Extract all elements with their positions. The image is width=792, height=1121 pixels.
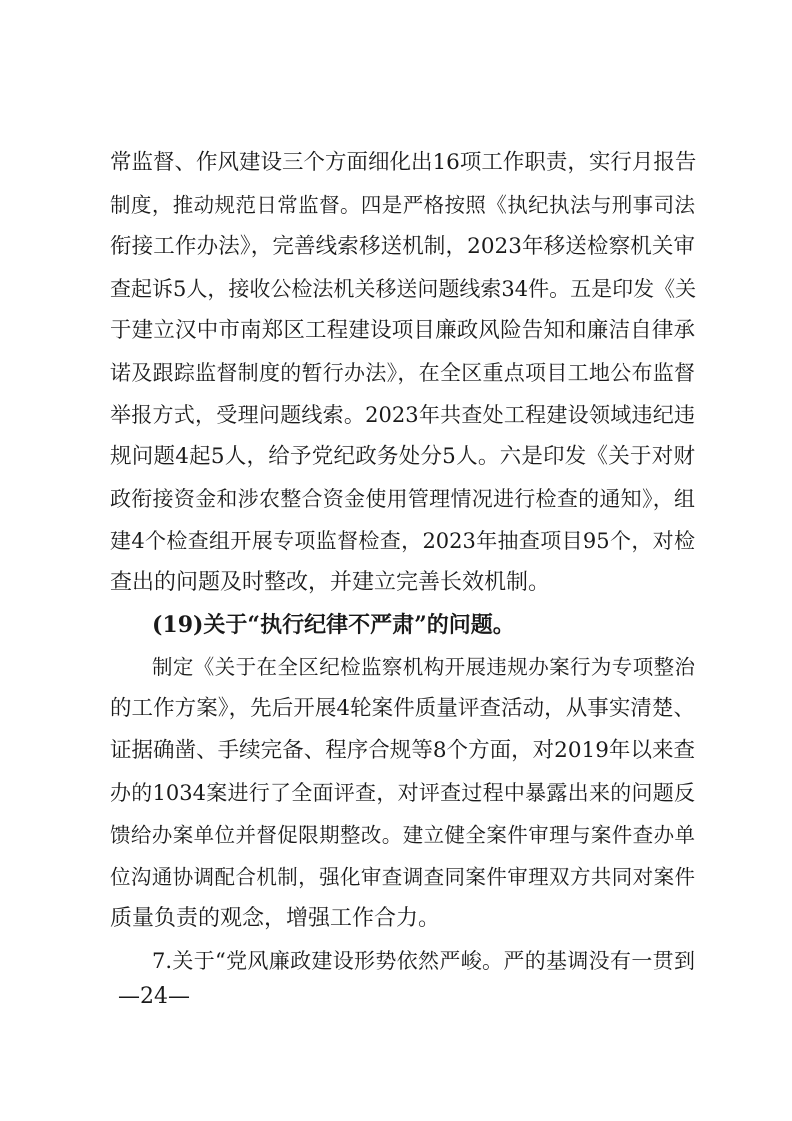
text-line-3: 衔接工作办法》，完善线索移送机制，2023年移送检察机关审 (110, 234, 695, 259)
text-line-20: 7.关于“党风廉政建设形势依然严峻。严的基调没有一贯到 (152, 949, 695, 973)
text-line-19: 质量负责的观念，增强工作合力。 (110, 906, 441, 931)
text-line-10: 建4个检查组开展专项监督检查，2023年抽查项目95个，对检 (110, 529, 695, 553)
text-line-8: 规问题4起5人，给予党纪政务处分5人。六是印发《关于对财 (110, 444, 695, 469)
text-line-7: 举报方式，受理问题线索。2023年共查处工程建设领域违纪违 (110, 403, 695, 427)
text-line-2: 制度，推动规范日常监督。四是严格按照《执纪执法与刑事司法 (110, 193, 695, 217)
text-line-11: 查出的问题及时整改，并建立完善长效机制。 (110, 570, 551, 595)
text-line-15: 证据确凿、手续完备、程序合规等8个方面，对2019年以来查 (110, 738, 695, 763)
text-line-16: 办的1034案进行了全面评查，对评查过程中暴露出来的问题反 (110, 781, 695, 805)
text-line-6: 诺及跟踪监督制度的暂行办法》，在全区重点项目工地公布监督 (110, 361, 695, 385)
text-line-17: 馈给办案单位并督促限期整改。建立健全案件审理与案件查办单 (110, 823, 695, 847)
page-number: —24— (118, 984, 190, 1009)
text-line-13: 制定《关于在全区纪检监察机构开展违规办案行为专项整治 (152, 655, 695, 679)
text-line-4: 查起诉5人，接收公检法机关移送问题线索34件。五是印发《关 (110, 277, 697, 301)
text-line-1: 常监督、作风建设三个方面细化出16项工作职责，实行月报告 (110, 150, 697, 175)
text-line-5: 于建立汉中市南郑区工程建设项目廉政风险告知和廉洁自律承 (110, 318, 695, 343)
text-line-18: 位沟通协调配合机制，强化审查调查同案件审理双方共同对案件 (110, 865, 695, 889)
section-heading: (19)关于“执行纪律不严肃”的问题。 (152, 612, 515, 638)
text-line-9: 政衔接资金和涉农整合资金使用管理情况进行检查的通知》，组 (110, 487, 695, 511)
text-line-14: 的工作方案》，先后开展4轮案件质量评查活动，从事实清楚、 (110, 696, 695, 721)
